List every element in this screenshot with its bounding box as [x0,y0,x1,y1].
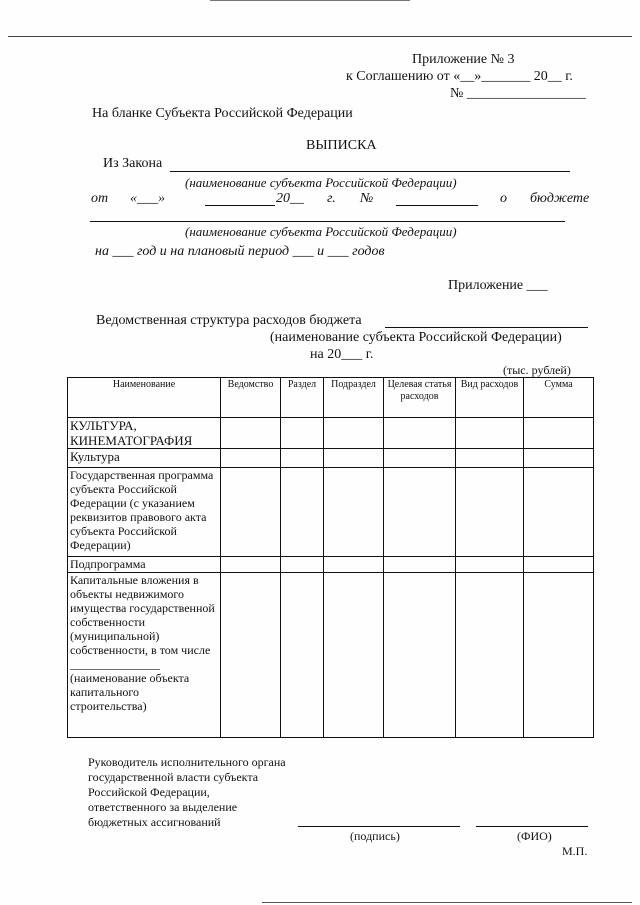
law-caption-subject-2: (наименование субъекта Российской Федерации) [185,224,457,239]
row-name: КУЛЬТУРА, КИНЕМАТОГРАФИЯ [68,418,221,449]
signature-caption: (подпись) [350,829,400,843]
scan-bottom-edge [262,902,632,903]
structure-caption: (наименование субъекта Российской Федерации) [270,330,562,345]
scan-top-edge [8,36,632,37]
agreement-line: к Соглашению от «__»_______ 20__ г. [346,69,573,84]
appendix-blank: Приложение ___ [448,278,548,293]
header-name: Наименование [68,378,221,418]
law-number-blank [396,205,478,206]
table-row [68,449,594,468]
law-g: г. [327,191,336,206]
law-date-month-blank [205,205,275,206]
header-subsection: Подраздел [324,378,384,418]
row-name: Подпрограмма [68,557,221,573]
law-from: от [91,191,109,206]
law-name-blank [170,171,570,172]
row-name: Государственная программа субъекта Российской Федерации (с указанием реквизитов правового акта субъекта Российской Федерации) [68,468,221,557]
letterhead: На бланке Субъекта Российской Федерации [92,106,353,121]
law-caption-subject: (наименование субъекта Российской Федерации) [185,175,457,190]
signature-text: Руководитель исполнительного органа государственной власти субъекта Российской Федерации, ответственного за выделение бюджетных ассигнований [88,755,286,829]
fio-caption: (ФИО) [517,829,552,843]
units-label: (тыс. рублей) [503,363,571,377]
law-period: на ___ год и на плановый период ___ и ___ годов [95,244,385,259]
law-prefix: Из Закона [103,156,163,171]
header-target-item: Целевая статья расходов [384,378,456,418]
law-budget: бюджете [530,191,590,206]
law-num: № [360,191,374,206]
structure-subject-blank [385,327,588,328]
expenditure-table [67,377,594,738]
header-expense-type: Вид расходов [456,378,524,418]
stamp-place: М.П. [562,844,588,858]
document-title: ВЫПИСКА [306,138,377,153]
scan-top-fragment [210,0,410,1]
header-amount: Сумма [524,378,594,418]
number-line: № _________________ [450,86,586,101]
structure-heading: Ведомственная структура расходов бюджета [96,313,362,328]
law-subject-blank [90,221,565,222]
law-o: о [500,191,507,206]
row-name: Капитальные вложения в объекты недвижимого имущества государственной собственности (муниципальной) собственности, в том числе _______________ (наименование объекта капитального строительства) [68,573,221,738]
law-date-year: 20__ [276,191,304,206]
header-section: Раздел [281,378,324,418]
signature-blank [298,826,460,827]
table-row [68,573,594,738]
appendix-number: Приложение № 3 [412,52,515,67]
header-department: Ведомство [221,378,281,418]
table-row [68,468,594,557]
structure-year: на 20___ г. [310,347,374,362]
fio-blank [476,826,588,827]
table-row [68,418,594,449]
row-name: Культура [68,449,221,468]
law-date-day: «___» [130,191,165,206]
table-row [68,557,594,573]
